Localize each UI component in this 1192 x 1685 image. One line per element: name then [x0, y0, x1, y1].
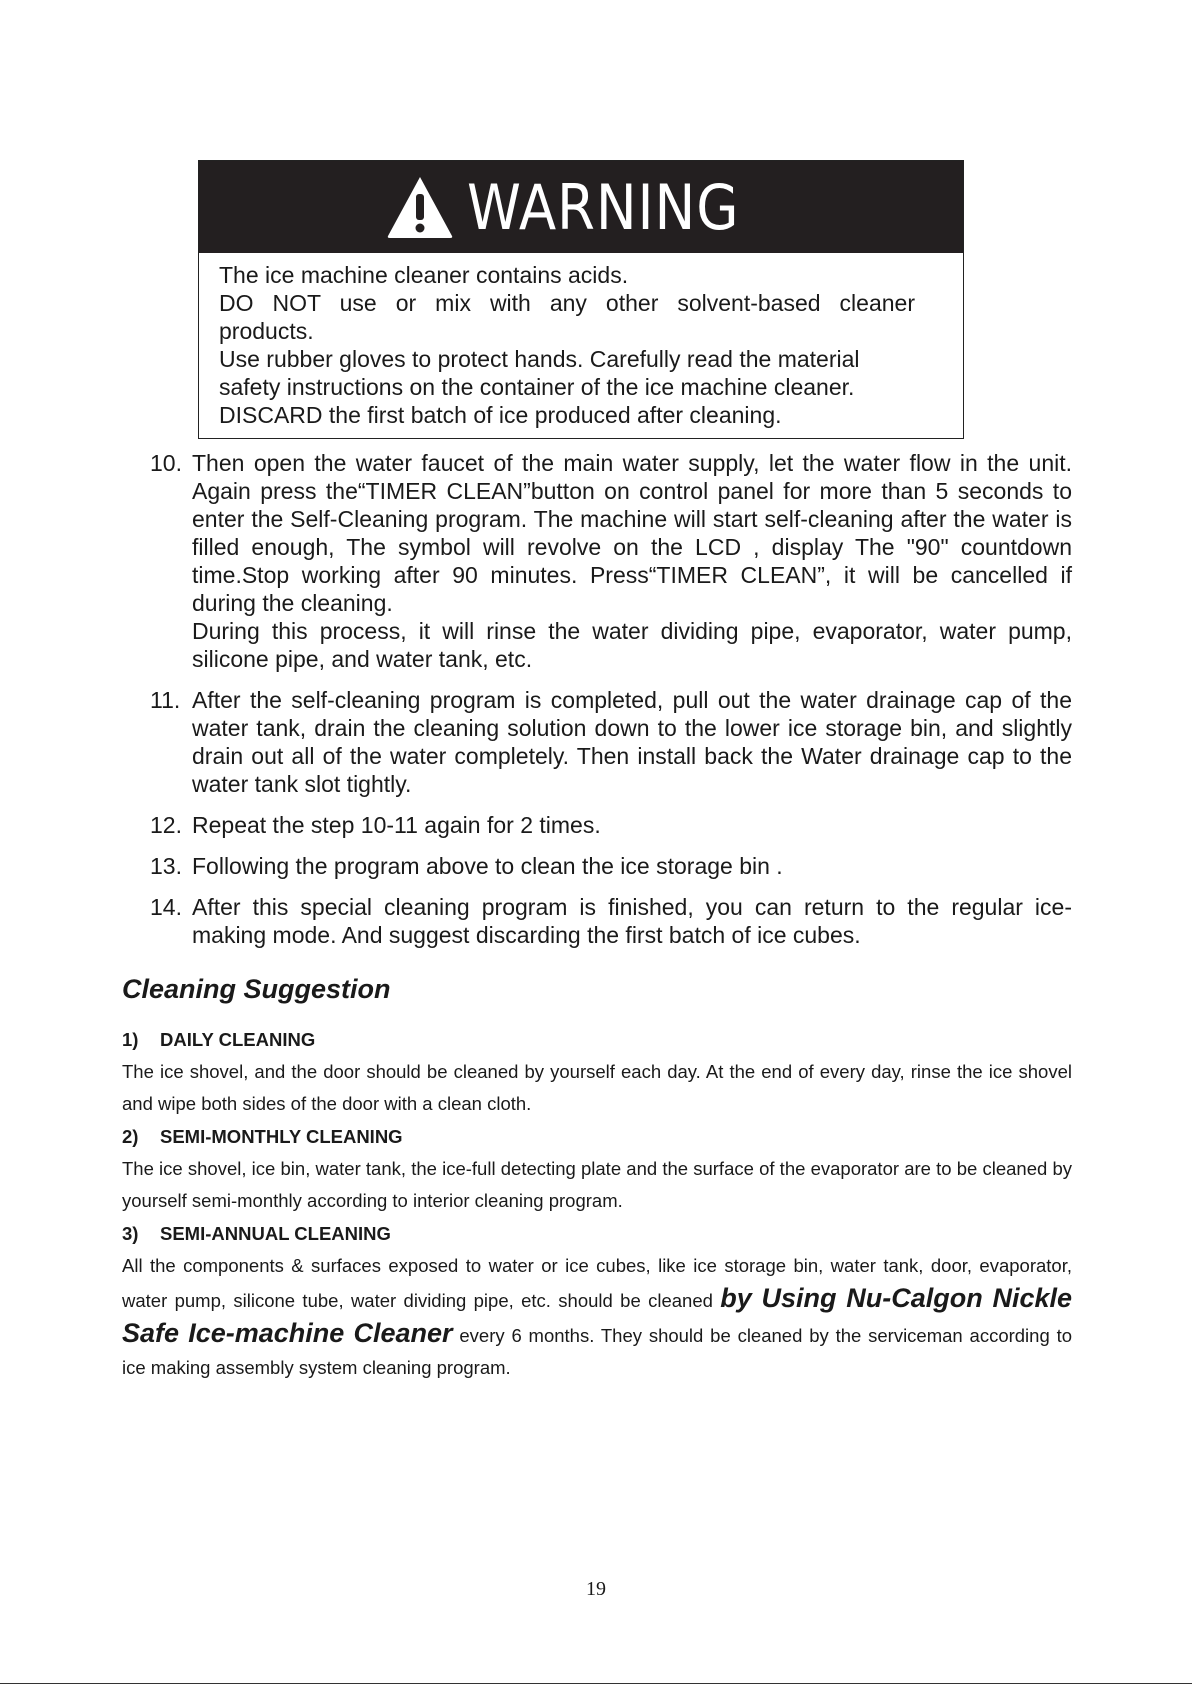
- warning-line: products.: [219, 318, 314, 344]
- warning-line: safety instructions on the container of the ice machine cleaner.: [219, 374, 855, 400]
- heading-label: SEMI-MONTHLY CLEANING: [160, 1126, 403, 1147]
- step-paragraph: After this special cleaning program is finished, you can return to the regular ice-making mode. And suggest discarding the first batch of ice cubes.: [192, 894, 1072, 948]
- bottom-rule: [0, 1683, 1192, 1684]
- heading-label: DAILY CLEANING: [160, 1029, 316, 1050]
- step-text: [192, 686, 1072, 798]
- item-number: 1): [122, 1029, 139, 1050]
- step-10: [150, 449, 1072, 673]
- cleaning-steps-list: [150, 449, 1072, 962]
- step-number: 11.: [150, 687, 181, 713]
- step-paragraph: Repeat the step 10-11 again for 2 times.: [192, 812, 601, 838]
- warning-line: DISCARD the first batch of ice produced after cleaning.: [219, 402, 782, 428]
- step-number: 14.: [150, 894, 182, 920]
- semi-monthly-cleaning-heading: [122, 1121, 1072, 1153]
- step-number: 13.: [150, 853, 182, 879]
- warning-text: [199, 253, 963, 429]
- warning-title: WARNING: [467, 170, 740, 244]
- item-number: 3): [122, 1223, 139, 1244]
- semi-monthly-cleaning-text: The ice shovel, ice bin, water tank, the ice-full detecting plate and the surface of the evaporator are to be cleaned by yourself semi-monthly according to interior cleaning program.: [122, 1158, 1072, 1211]
- warning-header: [199, 161, 963, 253]
- cleaning-suggestions: [122, 1024, 1072, 1385]
- warning-line: Use rubber gloves to protect hands. Carefully read the material: [219, 346, 860, 372]
- step-paragraph: After the self-cleaning program is completed, pull out the water drainage cap of the water tank, drain the cleaning solution down to the lower ice storage bin, and slightly drain out all of the water completely. Then install back the Water drainage cap to the water tank slot tightly.: [192, 687, 1072, 797]
- step-14: [150, 893, 1072, 949]
- warning-triangle-icon: [385, 174, 455, 240]
- step-text: [192, 811, 1072, 839]
- item-number: 2): [122, 1126, 139, 1147]
- warning-line: DO NOT use or mix with any other solvent-based cleaner: [219, 290, 915, 316]
- step-number: 10.: [150, 450, 182, 476]
- text-after-brand: every 6 months. They should be cleaned by the serviceman according to ice making assembly system cleaning program.: [122, 1325, 1073, 1378]
- step-text: [192, 893, 1072, 949]
- section-title: Cleaning Suggestion: [122, 974, 391, 1004]
- daily-cleaning-text: The ice shovel, and the door should be cleaned by yourself each day. At the end of every day, rinse the ice shovel and wipe both sides of the door with a clean cloth.: [122, 1061, 1072, 1114]
- heading-label: SEMI-ANNUAL CLEANING: [160, 1223, 391, 1244]
- step-13: [150, 852, 1072, 880]
- warning-box: [198, 160, 964, 439]
- text-before-brand: All the components & surfaces exposed to water or ice cubes, like ice storage bin, water tank, door, evaporator, water pump, silicone tube, water dividing pipe, etc. should be cleaned: [122, 1255, 1072, 1311]
- step-text: [192, 852, 1072, 880]
- step-paragraph: Following the program above to clean the ice storage bin .: [192, 853, 783, 879]
- step-number: 12.: [150, 812, 182, 838]
- page-number: 19: [586, 1578, 606, 1600]
- warning-line: The ice machine cleaner contains acids.: [219, 262, 629, 288]
- step-11: [150, 686, 1072, 798]
- semi-annual-cleaning-text: [122, 1250, 1072, 1384]
- step-paragraph: During this process, it will rinse the water dividing pipe, evaporator, water pump, silicone pipe, and water tank, etc.: [192, 618, 1072, 672]
- cleaner-brand-name: by Using Nu-Calgon Nickle Safe Ice-machine Cleaner: [122, 1283, 1073, 1348]
- step-text: [192, 449, 1072, 673]
- step-paragraph: Then open the water faucet of the main water supply, let the water flow in the unit. Again press the“TIMER CLEAN”button on control panel for more than 5 seconds to enter the Self-Cleaning program. The machine will start self-cleaning after the water is filled enough, The symbol will revolve on the LCD , display The "90" countdown time.Stop working after 90 minutes. Press“TIMER CLEAN”, it will be cancelled if during the cleaning.: [192, 450, 1072, 616]
- step-12: [150, 811, 1072, 839]
- semi-annual-cleaning-heading: [122, 1218, 1072, 1250]
- daily-cleaning-heading: [122, 1024, 1072, 1056]
